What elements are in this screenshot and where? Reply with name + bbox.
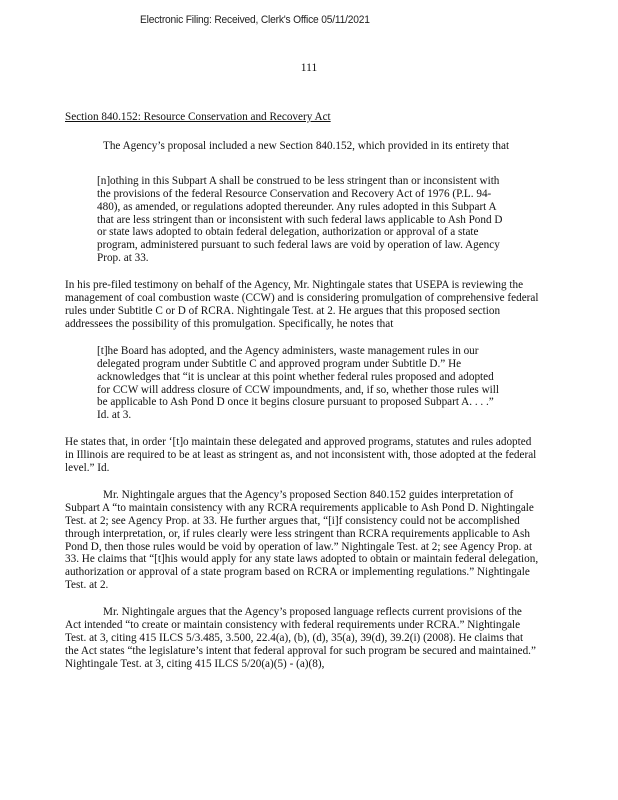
paragraph-act-provisions: Mr. Nightingale argues that the Agency’s proposed language reflects current provisions of the Act intended “to create or maintain consistency with federal requirements under RCRA.” Nightingale Test. at 3, citing 415 ILCS 5/3.485, 3.500, 22.4(a), (b), (d), 35(a), 39(d), 39.2(i) (2008). He claims that the Act states “the legislature’s intent that federal approval for such program be secured and maintained.” Nightingale Test. at 3, citing 415 ILCS 5/20(a)(5) - (a)(8),: [65, 606, 536, 670]
paragraph-intro: The Agency’s proposal included a new Section 840.152, which provided in its entirety that: [103, 139, 510, 152]
section-heading: Section 840.152: Resource Conservation and Recovery Act: [65, 111, 331, 123]
paragraph-stringency: He states that, in order ‘[t]o maintain these delegated and approved programs, statutes and rules adopted in Illinois are required to be at least as stringent as, and not inconsistent with, those adopted at the federal level.” Id.: [65, 436, 537, 475]
block-quote-1: [n]othing in this Subpart A shall be construed to be less stringent than or inconsistent with the provisions of the federal Resource Conservation and Recovery Act of 1976 (P.L. 94-480), as amended, or regulations adopted thereunder. Any rules adopted in this Subpart A that are less stringent than or inconsistent with such federal laws applicable to Ash Pond D or state laws adopted to obtain federal delegation, authorization or approval of a state program, administered pursuant to such federal laws are void by operation of law. Agency Prop. at 33.: [97, 174, 503, 265]
block-quote-2: [t]he Board has adopted, and the Agency administers, waste management rules in our delegated program under Subtitle C and approved program under Subtitle D.” He acknowledges that “it is unclear at this point whether federal rules proposed and adopted for CCW will address closure of CCW impoundments, and, if so, whether those rules will be applicable to Ash Pond D once it begins closure pursuant to proposed Subpart A. . . .” Id. at 3.: [97, 344, 499, 422]
filing-stamp: Electronic Filing: Received, Clerk's Office 05/11/2021: [140, 14, 370, 26]
document-body: [65, 111, 539, 671]
page-number: 111: [300, 62, 318, 74]
paragraph-interpretation: Mr. Nightingale argues that the Agency’s proposed Section 840.152 guides interpretation of Subpart A “to maintain consistency with any RCRA requirements applicable to Ash Pond D. Nightingale Test. at 2; see Agency Prop. at 33. He further argues that, “[i]f consistency could not be accomplished through interpretation, or, if rules clearly were less stringent than RCRA requirements applicable to Ash Pond D, then those rules would be void by operation of law.” Nightingale Test. at 2; see Agency Prop. at 33. He claims that “[t]his would apply for any state laws adopted to obtain or maintain federal delegation, authorization or approval of a state program based on RCRA or implementing regulations.” Nightingale Test. at 2.: [65, 488, 539, 592]
paragraph-testimony: In his pre-filed testimony on behalf of the Agency, Mr. Nightingale states that USEPA is reviewing the management of coal combustion waste (CCW) and is considering promulgation of comprehensive federal rules under Subtitle C or D of RCRA. Nightingale Test. at 2. He argues that this proposed section addressees the possibility of this promulgation. Specifically, he notes that: [65, 279, 539, 330]
